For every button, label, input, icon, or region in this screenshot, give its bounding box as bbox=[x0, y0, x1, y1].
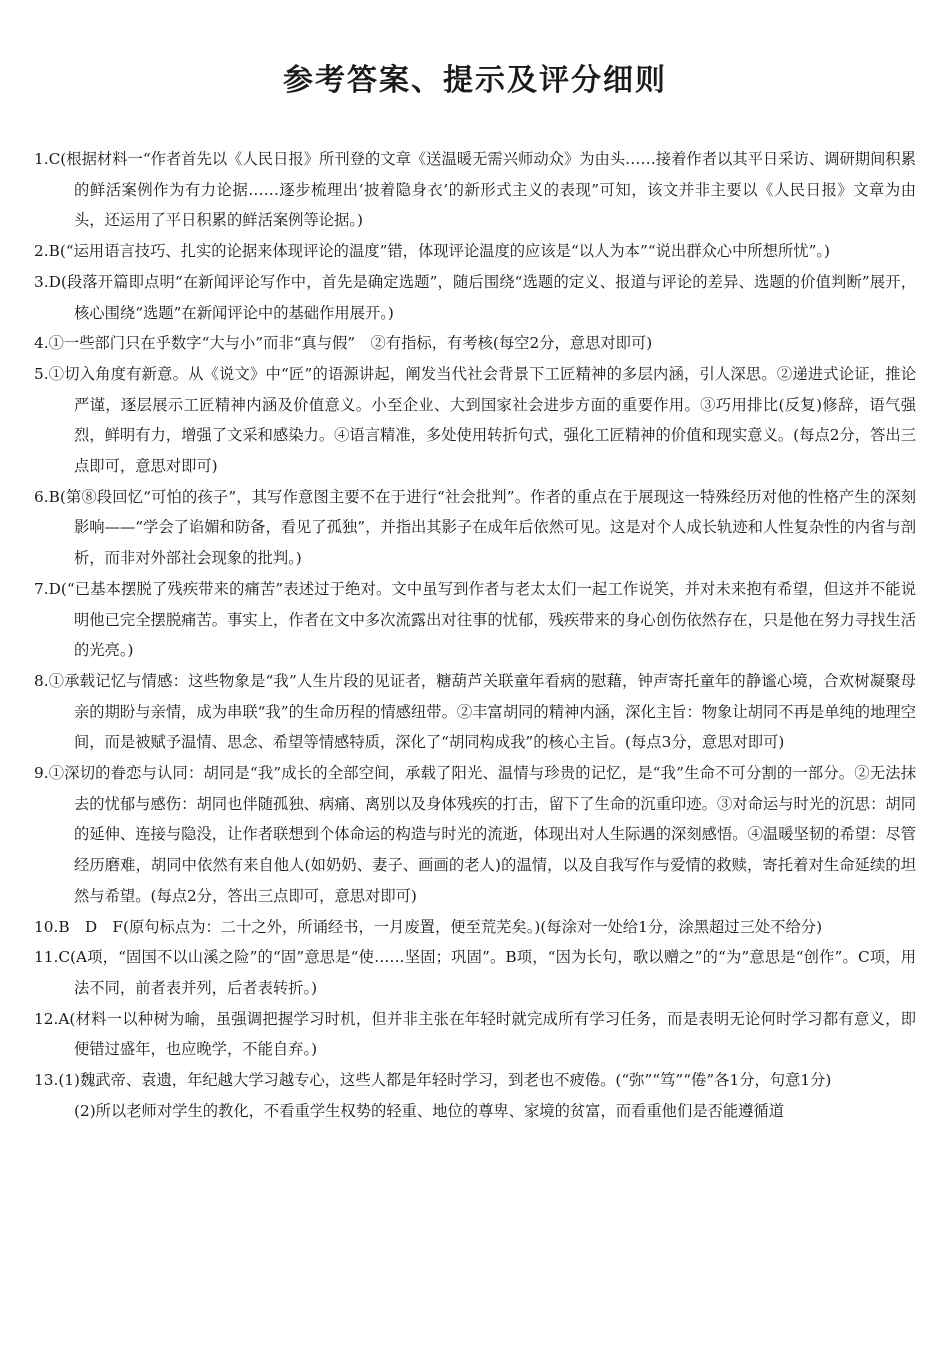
answer-item-4: 4.①一些部门只在乎数字“大与小”而非“真与假” ②有指标，有考核(每空2分，意思对即可) bbox=[34, 334, 653, 353]
answer-item-3: 3.D(段落开篇即点明“在新闻评论写作中，首先是确定选题”，随后围绕“选题的定义、报道与评论的差异、选题的价值判断”展开，核心围绕“选题”在新闻评论中的基础作用展开。) bbox=[34, 272, 916, 322]
answer-item-7: 7.D(“已基本摆脱了残疾带来的痛苦”表述过于绝对。文中虽写到作者与老太太们一起工作说笑，并对未来抱有希望，但这并不能说明他已完全摆脱痛苦。事实上，作者在文中多次流露出对往事的忧郁，残疾带来的身心创伤依然存在，只是他在努力寻找生活的光亮。) bbox=[34, 579, 916, 660]
answer-item-6: 6.B(第⑧段回忆“可怕的孩子”，其写作意图主要不在于进行“社会批判”。作者的重点在于展现这一特殊经历对他的性格产生的深刻影响——“学会了谄媚和防备，看见了孤独”，并指出其影子在成年后依然可见。这是对个人成长轨迹和人性复杂性的内省与剖析，而非对外部社会现象的批判。) bbox=[34, 487, 916, 568]
answer-item-11: 11.C(A项，“固国不以山溪之险”的“固”意思是“使……坚固；巩固”。B项，“因为长句，歌以赠之”的“为”意思是“创作”。C项，用法不同，前者表并列，后者表转折。) bbox=[34, 948, 916, 997]
answer-item-12: 12.A(材料一以种树为喻，虽强调把握学习时机，但并非主张在年轻时就完成所有学习任务，而是表明无论何时学习都有意义，即便错过盛年，也应晚学，不能自弃。) bbox=[34, 1009, 916, 1059]
answer-item-8: 8.①承载记忆与情感：这些物象是“我”人生片段的见证者，糖葫芦关联童年看病的慰藉，钟声寄托童年的静谧心境，合欢树凝聚母亲的期盼与亲情，成为串联“我”的生命历程的情感纽带。②丰富胡同的精神内涵，深化主旨：物象让胡同不再是单纯的地理空间，而是被赋予温情、思念、希望等情感特质，深化了“胡同构成我”的核心主旨。(每点3分，意思对即可) bbox=[34, 671, 916, 752]
answer-item-1: 1.C(根据材料一“作者首先以《人民日报》所刊登的文章《送温暖无需兴师动众》为由头……接着作者以其平日采访、调研期间积累的鲜活案例作为有力论据……逐步梳理出‘披着隐身衣’的新形式主义的表现”可知，该文并非主要以《人民日报》文章为由头，还运用了平日积累的鲜活案例等论据。) bbox=[34, 150, 916, 230]
answer-item-5: 5.①切入角度有新意。从《说文》中“匠”的语源讲起，阐发当代社会背景下工匠精神的多层内涵，引人深思。②递进式论证，推论严谨，逐层展示工匠精神内涵及价值意义。小至企业、大到国家社会进步方面的重要作用。③巧用排比(反复)修辞，语气强烈，鲜明有力，增强了文采和感染力。④语言精准，多处使用转折句式，强化工匠精神的价值和现实意义。(每点2分，答出三点即可，意思对即可) bbox=[34, 364, 916, 476]
answer-item-13-part-2: (2)所以老师对学生的教化，不看重学生权势的轻重、地位的尊卑、家境的贫富，而看重他们是否能遵循道 bbox=[74, 1101, 785, 1120]
answer-item-9: 9.①深切的眷恋与认同：胡同是“我”成长的全部空间，承载了阳光、温情与珍贵的记忆，是“我”生命不可分割的一部分。②无法抹去的忧郁与感伤：胡同也伴随孤独、病痛、离别以及身体残疾的打击，留下了生命的沉重印迹。③对命运与时光的沉思：胡同的延伸、连接与隐没，让作者联想到个体命运的构造与时光的流逝，体现出对人生际遇的深刻感悟。④温暖坚韧的希望：尽管经历磨难，胡同中依然有来自他人(如奶奶、妻子、画画的老人)的温情，以及自我写作与爱情的救赎，寄托着对生命延续的坦然与希望。(每点2分，答出三点即可，意思对即可) bbox=[34, 764, 916, 905]
answer-item-10: 10.B D F(原句标点为：二十之外，所诵经书，一月废置，便至荒芜矣。)(每涂对一处给1分，涂黑超过三处不给分) bbox=[34, 917, 823, 936]
answer-item-13: 13.(1)魏武帝、袁遗，年纪越大学习越专心，这些人都是年轻时学习，到老也不疲倦。(“弥”“笃”“倦”各1分，句意1分) bbox=[34, 1071, 832, 1090]
answer-item-2: 2.B(“运用语言技巧、扎实的论据来体现评论的温度”错，体现评论温度的应该是“以人为本”“说出群众心中所想所忧”。) bbox=[34, 242, 830, 261]
page-title: 参考答案、提示及评分细则 bbox=[283, 63, 667, 98]
